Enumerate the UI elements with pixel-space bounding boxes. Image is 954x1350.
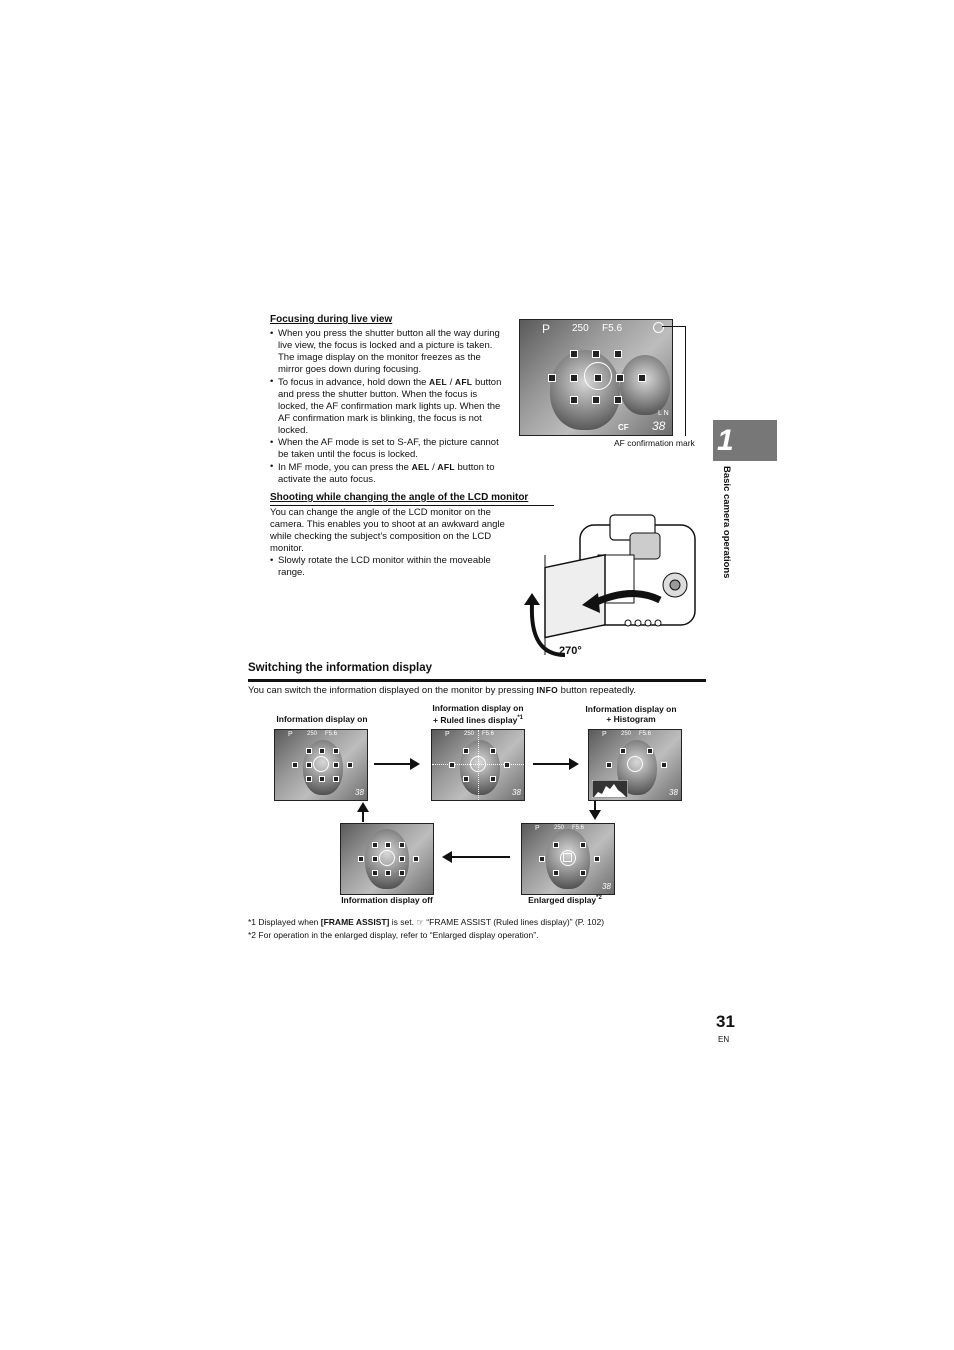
af-point xyxy=(306,776,312,782)
angle-heading: Shooting while changing the angle of the LCD monitor xyxy=(270,492,529,503)
text-fragment: *1 Displayed when xyxy=(248,917,321,927)
ael-key: AEL xyxy=(429,377,447,387)
mode-indicator: P xyxy=(542,322,551,336)
rotation-arrow-head xyxy=(524,593,540,605)
shutter-speed: 250 xyxy=(464,731,475,737)
info-key: INFO xyxy=(536,685,559,695)
af-point xyxy=(333,748,339,754)
af-point xyxy=(606,762,612,768)
angle-paragraph: You can change the angle of the LCD monitor on the camera. This enables you to shoot at an awkward angle while checking the subject’s composition on the LCD monitor. xyxy=(270,507,505,554)
af-point xyxy=(463,776,469,782)
label-info-histogram xyxy=(571,704,691,724)
af-point xyxy=(490,776,496,782)
text-fragment: button to activate the auto focus. xyxy=(278,462,495,485)
text-fragment: In MF mode, you can press the xyxy=(278,462,412,473)
mode-indicator: P xyxy=(535,825,540,832)
lcd-info-ruled-lines xyxy=(431,729,525,801)
focusing-bullet-2 xyxy=(270,376,506,437)
aperture-value: F5.6 xyxy=(325,731,338,737)
af-point xyxy=(594,856,600,862)
text-fragment: / xyxy=(429,462,438,473)
af-point xyxy=(463,748,469,754)
aperture-value: F5.6 xyxy=(482,731,495,737)
lcd-info-histogram xyxy=(588,729,682,801)
af-point xyxy=(614,350,622,358)
af-point xyxy=(306,748,312,754)
focusing-bullet-1: • When you press the shutter button all the way during live view, the focus is locked and a picture is taken. The image display on the monitor freezes as the mirror goes down during focusing. xyxy=(270,328,506,376)
af-point xyxy=(592,350,600,358)
callout-line xyxy=(662,326,686,327)
arrow-down-head xyxy=(589,810,601,820)
af-point xyxy=(399,870,405,876)
focusing-bullet-3: • When the AF mode is set to S-AF, the picture cannot be taken until the focus is locked. xyxy=(270,437,506,461)
focusing-bullet-4 xyxy=(270,461,506,486)
af-point xyxy=(449,762,455,768)
switching-heading: Switching the information display xyxy=(248,662,433,674)
page-number: 31 xyxy=(716,1012,735,1031)
chapter-tab: 1 xyxy=(713,420,777,461)
af-point xyxy=(594,374,602,382)
af-point xyxy=(385,870,391,876)
mode-indicator: P xyxy=(288,731,293,738)
af-point xyxy=(553,842,559,848)
footnote-1 xyxy=(248,917,604,928)
af-point xyxy=(358,856,364,862)
footnote-2: *2 For operation in the enlarged display, refer to “Enlarged display operation”. xyxy=(248,930,539,940)
remaining-shots: 38 xyxy=(512,788,521,797)
lcd-enlarged-display xyxy=(521,823,615,895)
af-point xyxy=(333,762,339,768)
af-point xyxy=(592,396,600,404)
arrow-right-head xyxy=(569,758,579,770)
af-point xyxy=(553,870,559,876)
mode-indicator: P xyxy=(602,731,607,738)
arrow-left xyxy=(452,856,510,858)
af-point xyxy=(614,396,622,404)
mode-indicator: P xyxy=(445,731,450,738)
af-point xyxy=(413,856,419,862)
text-fragment: / xyxy=(446,377,455,388)
focusing-heading: Focusing during live view xyxy=(270,314,393,325)
af-point xyxy=(372,842,378,848)
angle-bullets xyxy=(270,555,510,579)
af-point xyxy=(570,374,578,382)
remaining-shots: 38 xyxy=(355,788,364,797)
af-point xyxy=(292,762,298,768)
af-point xyxy=(638,374,646,382)
footnote-ref: *2 xyxy=(596,895,602,901)
af-confirmation-mark-icon xyxy=(653,322,664,333)
label-line xyxy=(418,713,538,725)
focusing-bullets xyxy=(270,328,506,486)
af-target-ring xyxy=(470,756,486,772)
camera-illustration xyxy=(510,505,710,665)
histogram-graph xyxy=(592,780,628,798)
shutter-speed: 250 xyxy=(621,731,632,737)
text-fragment: is set. ☞ “FRAME ASSIST (Ruled lines display)” (P. 102) xyxy=(389,917,605,927)
ael-key: AEL xyxy=(411,462,430,472)
ok-button xyxy=(670,580,680,590)
af-point xyxy=(372,856,378,862)
text-fragment: button and press the shutter button. When the focus is locked, the AF confirmation mark lights up. When the AF confirmation mark is blinking, the focus is not locked. xyxy=(278,377,502,436)
af-point xyxy=(570,350,578,358)
lcd-info-on xyxy=(274,729,368,801)
lcd-info-off xyxy=(340,823,434,895)
af-point xyxy=(399,856,405,862)
af-point xyxy=(539,856,545,862)
text-fragment: [FRAME ASSIST] xyxy=(320,917,390,927)
af-point xyxy=(620,748,626,754)
af-confirmation-label: AF confirmation mark xyxy=(614,438,695,448)
rotation-degrees: 270° xyxy=(559,645,582,657)
chapter-title-vertical: Basic camera operations xyxy=(721,466,732,579)
af-point xyxy=(661,762,667,768)
af-point xyxy=(616,374,624,382)
af-point xyxy=(647,748,653,754)
aperture-value: F5.6 xyxy=(602,323,623,334)
af-point xyxy=(333,776,339,782)
af-point xyxy=(372,870,378,876)
label-enlarged xyxy=(510,893,620,905)
remaining-shots: 38 xyxy=(602,882,611,891)
text-fragment: button repeatedly. xyxy=(558,685,637,696)
af-point xyxy=(548,374,556,382)
label-info-ruled xyxy=(418,703,538,725)
afl-key: AFL xyxy=(437,462,455,472)
af-point xyxy=(570,396,578,404)
af-target-ring xyxy=(313,756,329,772)
label-info-off: Information display off xyxy=(341,895,433,905)
af-point xyxy=(490,748,496,754)
af-target-ring xyxy=(379,850,395,866)
section-rule xyxy=(248,679,706,682)
text-fragment: To focus in advance, hold down the xyxy=(278,377,430,388)
af-point xyxy=(347,762,353,768)
text-fragment: + Ruled lines display xyxy=(433,714,518,725)
shutter-speed: 250 xyxy=(307,731,318,737)
switching-intro xyxy=(248,684,636,697)
subject-photo xyxy=(620,355,670,415)
af-point xyxy=(399,842,405,848)
af-point xyxy=(319,748,325,754)
zoom-frame-icon xyxy=(563,853,572,862)
shutter-speed: 250 xyxy=(572,323,589,334)
arrow-up xyxy=(362,812,364,822)
remaining-shots: 38 xyxy=(669,788,678,797)
language-code: EN xyxy=(718,1035,730,1044)
af-point xyxy=(385,842,391,848)
shutter-speed: 250 xyxy=(554,825,565,831)
remaining-shots: 38 xyxy=(652,419,666,433)
arrow-left-head xyxy=(442,851,452,863)
live-view-lcd-image xyxy=(519,319,673,436)
label-line: Information display on xyxy=(432,703,524,713)
afl-key: AFL xyxy=(454,377,473,387)
text-fragment: You can switch the information displayed on the monitor by pressing xyxy=(248,685,537,696)
aperture-value: F5.6 xyxy=(639,731,652,737)
af-point xyxy=(504,762,510,768)
angle-bullet-1: • Slowly rotate the LCD monitor within the moveable range. xyxy=(270,555,510,579)
card-indicator: CF xyxy=(618,423,629,432)
af-point xyxy=(580,842,586,848)
af-target-ring xyxy=(627,756,643,772)
af-point xyxy=(580,870,586,876)
footnote-ref: *1 xyxy=(517,715,523,721)
subject-photo xyxy=(550,350,620,430)
label-info-on: Information display on xyxy=(276,714,368,724)
aperture-value: F5.6 xyxy=(572,825,585,831)
arrow-right-head xyxy=(410,758,420,770)
af-point xyxy=(319,776,325,782)
callout-line xyxy=(685,326,686,436)
arrow-right xyxy=(533,763,571,765)
text-fragment: Enlarged display xyxy=(528,894,597,905)
quality-indicator: L N xyxy=(658,410,669,417)
af-point xyxy=(306,762,312,768)
label-line: + Histogram xyxy=(606,714,656,724)
arrow-up-head xyxy=(357,802,369,812)
label-line: Information display on xyxy=(585,704,677,714)
arrow-right xyxy=(374,763,412,765)
